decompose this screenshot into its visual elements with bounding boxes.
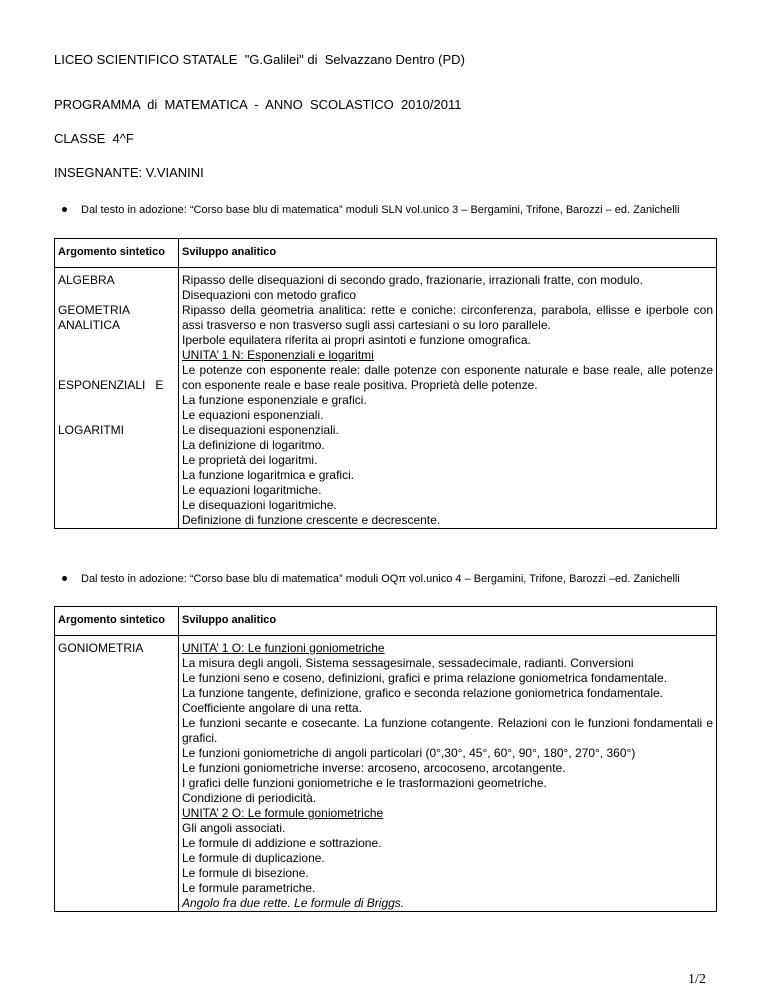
col-header-topic: Argomento sintetico [55,607,179,636]
topic-label: GONIOMETRIA [58,641,144,655]
unit-heading: UNITA’ 1 N: Esponenziali e logaritmi [182,348,374,362]
row-line: Disequazioni con metodo grafico [182,288,357,302]
unit-heading: UNITA’ 1 O: Le funzioni goniometriche [182,641,385,655]
row-line: Le funzioni goniometriche di angoli particolari (0°,30°, 45°, 60°, 90°, 180°, 270°, 360°) [182,746,636,760]
teacher-heading: INSEGNANTE: V.VIANINI [54,165,204,180]
row-line: Le equazioni logaritmiche. [182,483,322,497]
bullet-icon [62,207,67,212]
row-line: Le disequazioni logaritmiche. [182,498,337,512]
row-line: La definizione di logaritmo. [182,438,325,452]
col-header-topic: Argomento sintetico [55,239,179,268]
row-line: Le funzioni seno e coseno, definizioni, grafici e prima relazione goniometrica fondamentale. [182,671,667,685]
topic-label: GEOMETRIA [58,303,131,317]
row-line: Le disequazioni esponenziali. [182,423,339,437]
row-line: Angolo fra due rette. Le formule di Briggs. [182,896,405,910]
row-line: Gli angoli associati. [182,821,286,835]
class-heading: CLASSE 4^F [54,131,134,146]
row-line: I grafici delle funzioni goniometriche e le trasformazioni geometriche. [182,776,547,790]
programme-table-1 [54,238,717,529]
table-row [55,303,717,348]
row-line: Le funzioni goniometriche inverse: arcoseno, arcocoseno, arcotangente. [182,761,566,775]
row-line: Le potenze con esponente reale: dalle potenze con esponente naturale e base reale, alle potenze con esponente reale e base reale positiva. Proprietà delle potenze. [182,363,713,392]
col-header-development: Sviluppo analitico [179,607,717,636]
row-line: Le formule di addizione e sottrazione. [182,836,382,850]
row-line: La funzione logaritmica e grafici. [182,468,355,482]
row-line: Condizione di periodicità. [182,791,317,805]
textbook-text: Dal testo in adozione: “Corso base blu di matematica” moduli SLN vol.unico 3 – Bergamini, Trifone, Barozzi – ed. Zanichelli [81,204,680,216]
row-line: Definizione di funzione crescente e decrescente. [182,513,441,527]
row-line: La misura degli angoli. Sistema sessagesimale, sessadecimale, radianti. Conversioni [182,656,634,670]
table-row [55,348,717,529]
row-line: Iperbole equilatera riferita ai propri asintoti e funzione omografica. [182,333,531,347]
table-row [55,641,717,912]
table-header-row [55,607,717,636]
textbook-text: Dal testo in adozione: “Corso base blu di matematica” moduli OQπ vol.unico 4 – Bergamini, Trifone, Barozzi –ed. Zanichelli [81,573,680,585]
row-line: Le formule parametriche. [182,881,316,895]
topic-label: ANALITICA [58,318,121,332]
row-line: Le formule di duplicazione. [182,851,325,865]
school-heading: LICEO SCIENTIFICO STATALE "G.Galilei" di Selvazzano Dentro (PD) [54,52,465,67]
row-line: Ripasso della geometria analitica: rette e coniche: circonferenza, parabola, ellisse e iperbole con assi trasverso e non trasverso sugli assi cartesiani o su loro parallele. [182,303,713,332]
row-line: Coefficiente angolare di una retta. [182,701,362,715]
row-line: Le proprietà dei logaritmi. [182,453,318,467]
row-line: La funzione esponenziale e grafici. [182,393,367,407]
row-line: Le equazioni esponenziali. [182,408,324,422]
bullet-icon [62,576,67,581]
table-header-row [55,239,717,268]
table-row [55,273,717,303]
row-line: Le funzioni secante e cosecante. La funzione cotangente. Relazioni con le funzioni fondamentali e grafici. [182,716,713,745]
topic-label: LOGARITMI [58,423,125,437]
programme-heading: PROGRAMMA di MATEMATICA - ANNO SCOLASTICO 2010/2011 [54,97,462,112]
textbook-note-1 [62,204,680,216]
row-line: Le formule di bisezione. [182,866,309,880]
row-line: La funzione tangente, definizione, grafico e seconda relazione goniometrica fondamentale. [182,686,663,700]
topic-label: ALGEBRA [58,273,115,287]
textbook-note-2 [62,573,680,585]
unit-heading: UNITA’ 2 O: Le formule goniometriche [182,806,384,820]
page-number: 1/2 [688,972,706,987]
programme-table-2 [54,606,717,912]
row-line: Ripasso delle disequazioni di secondo grado, frazionarie, irrazionali fratte, con modulo. [182,273,643,287]
topic-label: ESPONENZIALI E [58,378,164,392]
col-header-development: Sviluppo analitico [179,239,717,268]
